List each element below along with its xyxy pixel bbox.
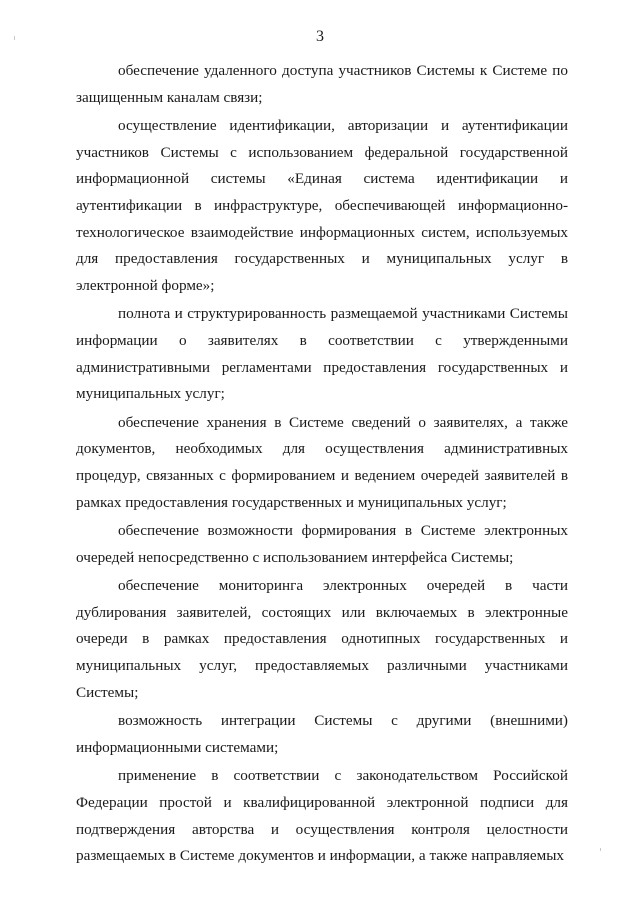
paragraph-remote-access: обеспечение удаленного доступа участников Системы к Системе по защищенным каналам связи;: [76, 62, 568, 106]
document-body: [76, 58, 568, 870]
paragraph-integration: возможность интеграции Системы с другими (внешними) информационными системами;: [76, 712, 568, 756]
paragraph-queue-formation: обеспечение возможности формирования в Системе электронных очередей непосредственно с использованием интерфейса Системы;: [76, 522, 568, 566]
paragraph-electronic-signature: применение в соответствии с законодательством Российской Федерации простой и квалифицированной электронной подписи для подтверждения авторства и осуществления контроля целостности размещаемых в Системе документов и информации, а также направляемых: [76, 767, 568, 865]
paragraph-completeness: полнота и структурированность размещаемой участниками Системы информации о заявителях в соответствии с утвержденными административными регламентами предоставления государственных и муниципальных услуг;: [76, 305, 568, 403]
paragraph-storage: обеспечение хранения в Системе сведений о заявителях, а также документов, необходимых для осуществления административных процедур, связанных с формированием и ведением очередей заявителей в рамках предоставления государственных и муниципальных услуг;: [76, 413, 568, 511]
page-number: 3: [316, 28, 324, 45]
paragraph-monitoring: обеспечение мониторинга электронных очередей в части дублирования заявителей, состоящих или включаемых в электронные очереди в рамках предоставления однотипных государственных и муниципальных услуг, предоставляемых различными участниками Системы;: [76, 577, 568, 701]
scan-mark-right: [600, 848, 601, 851]
paragraph-identification: осуществление идентификации, авторизации и аутентификации участников Системы с использованием федеральной государственной информационной системы «Единая система идентификации и аутентификации в инфраструктуре, обеспечивающей информационно-технологическое взаимодействие информационных систем, используемых для предоставления государственных и муниципальных услуг в электронной форме»;: [76, 117, 568, 294]
